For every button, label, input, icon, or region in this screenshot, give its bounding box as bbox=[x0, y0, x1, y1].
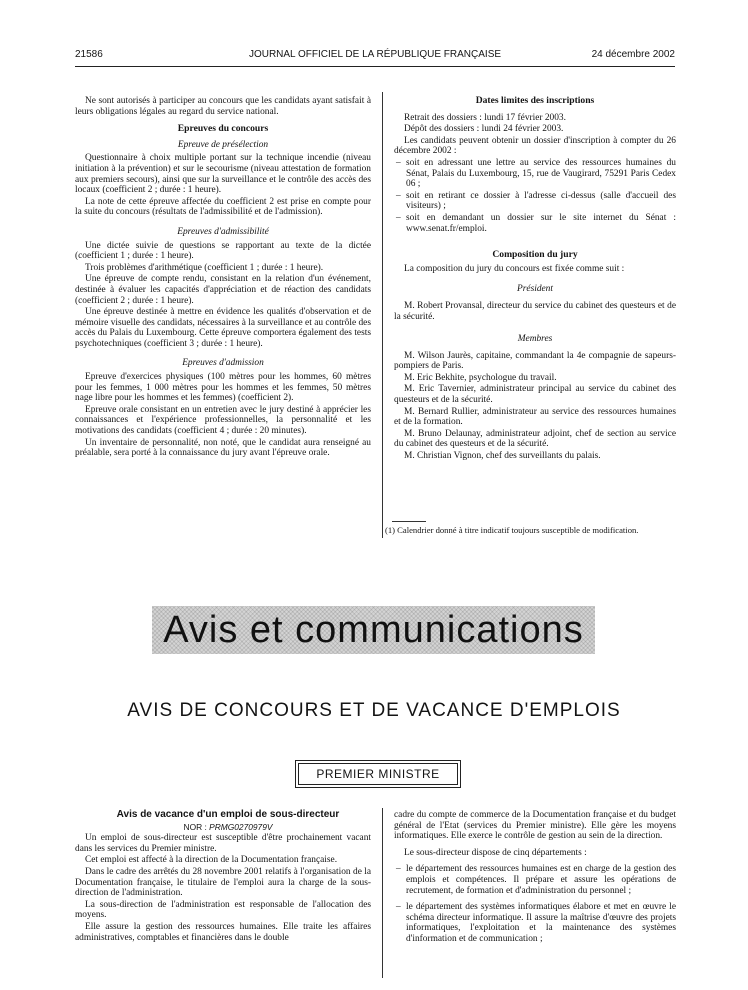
footnote: (1) Calendrier donné à titre indicatif toujours susceptible de modification. bbox=[385, 525, 639, 535]
admissibilite-paragraph-4: Une épreuve destinée à mettre en évidence les qualités d'observation et de mémoire visuelle des candidats, nécessaires à la surveillance et au contrôle des accès du Palais du Luxembourg. Cette épreuve comportera également des tests psychotechniques (coefficient 3 ; durée : 1 heure). bbox=[75, 307, 371, 349]
membre-3: M. Eric Tavernier, administrateur principal au service du cabinet des questeurs et de la sécurité. bbox=[394, 384, 676, 406]
bottom-left-column bbox=[75, 810, 371, 944]
notice-title: Avis de vacance d'un emploi de sous-directeur bbox=[116, 809, 340, 820]
intro-paragraph: Ne sont autorisés à participer au concours que les candidats ayant satisfait à leurs obligations légales au regard du service national. bbox=[75, 96, 371, 117]
nor-label: NOR : bbox=[183, 821, 207, 832]
membre-4: M. Bernard Rullier, administrateur au service des ressources humaines et de la formation. bbox=[394, 406, 676, 428]
inscription-options bbox=[394, 158, 676, 234]
retrait-date: Retrait des dossiers : lundi 17 février 2003. bbox=[404, 112, 566, 123]
membre-6: M. Christian Vignon, chef des surveillants du palais. bbox=[404, 451, 601, 462]
preselection-heading: Epreuve de présélection bbox=[177, 139, 269, 150]
ministry-label: PREMIER MINISTRE bbox=[298, 763, 458, 785]
section-title: AVIS DE CONCOURS ET DE VACANCE D'EMPLOIS bbox=[127, 700, 621, 721]
list-item: – soit en adressant une lettre au service des ressources humaines du Sénat, Palais du Luxembourg, 15, rue de Vaugirard, 75291 Paris Cedex 06 ; bbox=[394, 158, 676, 190]
membre-2: M. Eric Bekhite, psychologue du travail. bbox=[404, 372, 557, 383]
notice-paragraph-2: Cet emploi est affecté à la direction de la Documentation française. bbox=[85, 855, 338, 866]
jury-intro: La composition du jury du concours est fixée comme suit : bbox=[404, 263, 625, 274]
membres-heading: Membres bbox=[517, 334, 553, 345]
issue-date: 24 décembre 2002 bbox=[591, 49, 675, 60]
departements-list bbox=[394, 864, 676, 944]
ministry-box bbox=[295, 760, 461, 788]
list-item: – le département des ressources humaines est en charge de la gestion des emplois et compétences. Il prépare et assure les opérations de recrutement, de formation et d'administration du personnel ; bbox=[394, 864, 676, 896]
footnote-rule bbox=[392, 521, 426, 522]
banner-title: Avis et communications bbox=[163, 609, 584, 651]
admission-paragraph-2: Epreuve orale consistant en un entretien avec le jury destiné à apprécier les connaissances et l'expérience professionnelles, la personnalité et les motivations des candidats (coefficient 4 ; durée : 20 minutes). bbox=[75, 404, 371, 437]
preselection-note: La note de cette épreuve affectée du coefficient 2 est prise en compte pour la suite du concours (résultats de l'admissibilité et de l'admission). bbox=[75, 196, 371, 218]
admissibilite-paragraph-2: Trois problèmes d'arithmétique (coefficient 1 ; durée : 1 heure). bbox=[85, 262, 324, 273]
list-item: – le département des systèmes informatiques élabore et met en œuvre le schéma directeur informatique. Il assure la maîtrise d'œuvre des projets informatiques, l'exploitation et la maintenance des systèmes d'information et de communication ; bbox=[394, 902, 676, 944]
admissibilite-paragraph-1: Une dictée suivie de questions se rapportant au texte de la dictée (coefficient 1 ; durée : 1 heure). bbox=[75, 240, 371, 262]
president-name: M. Robert Provansal, directeur du service du cabinet des questeurs et de la sécurité. bbox=[394, 300, 676, 322]
column-divider-top bbox=[382, 92, 383, 538]
depot-date: Dépôt des dossiers : lundi 24 février 2003. bbox=[404, 124, 564, 135]
continued-paragraph: cadre du compte de commerce de la Documentation française et du budget général de l'Etat (services du Premier ministre). Elle gère les moyens informatiques. Elle exerce le contrôle de gestion au sein de la direction. bbox=[394, 810, 676, 842]
header-rule bbox=[75, 66, 675, 67]
preselection-paragraph: Questionnaire à choix multiple portant sur la technique incendie (niveau initiation à la prévention) et sur le secourisme (niveau attestation de formation aux premiers secours), ainsi que sur la surveillance et le contrôle des accès des locaux (coefficient 2 ; durée : 1 heure). bbox=[75, 153, 371, 196]
page-header bbox=[75, 49, 675, 63]
nor-reference bbox=[75, 822, 371, 833]
notice-paragraph-4: La sous-direction de l'administration est responsable de l'allocation des moyens. bbox=[75, 899, 371, 921]
membre-1: M. Wilson Jaurès, capitaine, commandant la 4e compagnie de sapeurs-pompiers de Paris. bbox=[394, 350, 676, 372]
notice-paragraph-3: Dans le cadre des arrêtés du 28 novembre 2001 relatifs à l'organisation de la Documentation française, le titulaire de l'emploi aura la charge de la sous-direction de l'administration. bbox=[75, 866, 371, 899]
avis-banner bbox=[152, 606, 595, 654]
notice-paragraph-5: Elle assure la gestion des ressources humaines. Elle traite les affaires administratives, comptables et financières dans le double bbox=[75, 921, 371, 943]
list-item: – soit en demandant un dossier sur le site internet du Sénat : www.senat.fr/emploi. bbox=[394, 213, 676, 234]
admission-paragraph-3: Un inventaire de personnalité, non noté, que le candidat aura renseigné au préalable, sera porté à la connaissance du jury avant l'épreuve orale. bbox=[75, 437, 371, 459]
admissibilite-heading: Epreuves d'admissibilité bbox=[177, 226, 269, 237]
right-column bbox=[394, 96, 676, 463]
admission-paragraph-1: Epreuve d'exercices physiques (100 mètres pour les hommes, 60 mètres pour les femmes, 1 000 mètres pour les hommes et les femmes, 50 mètres nage libre pour les hommes et les femmes) (coefficient 2). bbox=[75, 372, 371, 404]
journal-title: JOURNAL OFFICIEL DE LA RÉPUBLIQUE FRANÇAISE bbox=[248, 49, 502, 60]
column-divider-bottom bbox=[382, 808, 383, 978]
epreuves-heading: Epreuves du concours bbox=[177, 123, 269, 135]
departements-intro: Le sous-directeur dispose de cinq départements : bbox=[404, 847, 587, 858]
admission-heading: Epreuves d'admission bbox=[182, 358, 264, 369]
jury-heading: Composition du jury bbox=[492, 249, 578, 261]
page-number: 21586 bbox=[75, 49, 103, 60]
candidats-intro: Les candidats peuvent obtenir un dossier d'inscription à compter du 26 décembre 2002 : bbox=[394, 135, 676, 157]
left-column bbox=[75, 96, 371, 460]
notice-paragraph-1: Un emploi de sous-directeur est susceptible d'être prochainement vacant dans les services du Premier ministre. bbox=[75, 833, 371, 854]
list-item: – soit en retirant ce dossier à l'adresse ci-dessus (salle d'accueil des visiteurs) ; bbox=[394, 191, 676, 212]
admissibilite-paragraph-3: Une épreuve de compte rendu, consistant en la relation d'un événement, destinée à évaluer les capacités d'appréciation et de réaction des candidats (coefficient 2 ; durée : 1 heure). bbox=[75, 274, 371, 306]
membre-5: M. Bruno Delaunay, administrateur adjoint, chef de section au service du cabinet des questeurs et de la sécurité. bbox=[394, 428, 676, 450]
president-heading: Président bbox=[517, 284, 553, 295]
bottom-right-column bbox=[394, 810, 676, 946]
dates-heading: Dates limites des inscriptions bbox=[475, 95, 595, 106]
nor-code: PRMG0270979V bbox=[209, 821, 273, 832]
